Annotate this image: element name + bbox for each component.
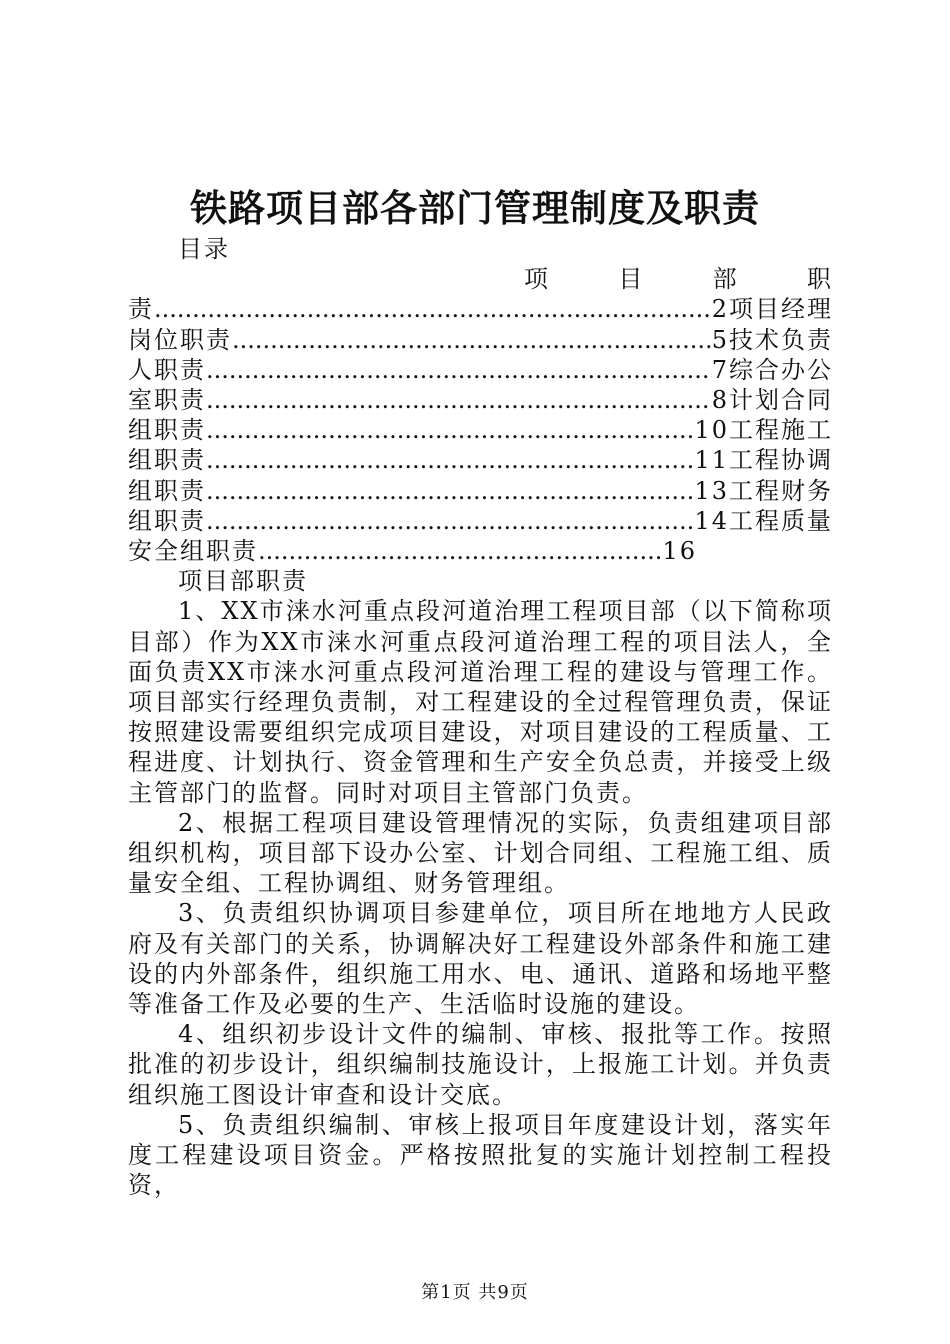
section-heading: 项目部职责 [178, 567, 308, 596]
toc-line[interactable] [128, 385, 833, 415]
toc-line-label: 组职责 [128, 506, 206, 535]
toc-line-page: 16 [662, 537, 697, 566]
toc-line-label: 室职责 [128, 386, 206, 415]
toc-line-label: 组职责 [128, 476, 206, 505]
toc-line-label: 组职责 [128, 446, 206, 475]
body-paragraph: 5、负责组织编制、审核上报项目年度建设计划，落实年度工程建设项目资金。严格按照批复的实施计划控制工程投资， [128, 1110, 833, 1200]
toc-line-page: 5技术负责 [711, 325, 833, 354]
toc-leader-dots [206, 476, 694, 506]
toc-leader-dots [206, 355, 712, 385]
toc-leader-dots [206, 506, 694, 536]
toc-line-page: 10工程施工 [694, 416, 833, 445]
toc-line-page: 2项目经理 [711, 295, 833, 324]
toc-head-char: 部 [712, 265, 739, 294]
toc-head-char: 职 [806, 265, 833, 294]
toc-line-label: 岗位职责 [128, 325, 232, 354]
toc-line[interactable] [128, 355, 833, 385]
toc-line[interactable] [128, 415, 833, 445]
toc-line-label: 安全组职责 [128, 537, 258, 566]
toc-line[interactable] [128, 506, 833, 536]
toc-first-entry-head [128, 264, 833, 294]
toc-line[interactable] [128, 476, 833, 506]
toc-leader-dots [206, 415, 694, 445]
body-paragraph: 1、XX市涞水河重点段河道治理工程项目部（以下简称项目部）作为XX市涞水河重点段河道治理工程的项目法人，全面负责XX市涞水河重点段河道治理工程的建设与管理工作。项目部实行经理负责制，对工程建设的全过程管理负责，保证按照建设需要组织完成项目建设，对项目建设的工程质量、工程进度、计划执行、资金管理和生产安全负总责，并接受上级主管部门的监督。同时对项目主管部门负责。 [128, 597, 833, 807]
toc-line[interactable] [128, 325, 833, 355]
toc-leader-dots [258, 536, 662, 566]
toc-line[interactable] [128, 445, 833, 475]
toc-line-label: 人职责 [128, 355, 206, 384]
toc-line-label: 责 [128, 295, 154, 324]
toc-line[interactable] [128, 536, 833, 566]
page-footer: 第1页 共9页 [421, 1282, 529, 1303]
toc-leader-dots [154, 294, 712, 324]
body-paragraph: 3、负责组织协调项目参建单位，项目所在地地方人民政府及有关部门的关系，协调解决好工程建设外部条件和施工建设的内外部条件，组织施工用水、电、通讯、道路和场地平整等准备工作及必要的生产、生活临时设施的建设。 [128, 899, 833, 1019]
document-body [128, 234, 833, 1201]
toc-line-page: 13工程财务 [694, 476, 833, 505]
toc-line-label: 组职责 [128, 416, 206, 445]
toc-line[interactable] [128, 294, 833, 324]
toc-head-char: 目 [618, 265, 645, 294]
toc-line-page: 7综合办公 [711, 355, 833, 384]
body-paragraph: 2、根据工程项目建设管理情况的实际，负责组建项目部组织机构，项目部下设办公室、计划合同组、工程施工组、质量安全组、工程协调组、财务管理组。 [128, 808, 833, 898]
toc-leader-dots [232, 325, 712, 355]
toc-line-page: 8计划合同 [711, 386, 833, 415]
toc-head-char: 项 [524, 265, 550, 294]
toc-line-page: 11工程协调 [694, 446, 833, 475]
toc-heading: 目录 [178, 235, 230, 263]
toc-line-page: 14工程质量 [694, 506, 833, 535]
toc-leader-dots [206, 445, 694, 475]
body-paragraph: 4、组织初步设计文件的编制、审核、报批等工作。按照批准的初步设计，组织编制技施设计，上报施工计划。并负责组织施工图设计审查和设计交底。 [128, 1020, 833, 1109]
document-title: 铁路项目部各部门管理制度及职责 [190, 186, 760, 230]
toc-leader-dots [206, 385, 712, 415]
